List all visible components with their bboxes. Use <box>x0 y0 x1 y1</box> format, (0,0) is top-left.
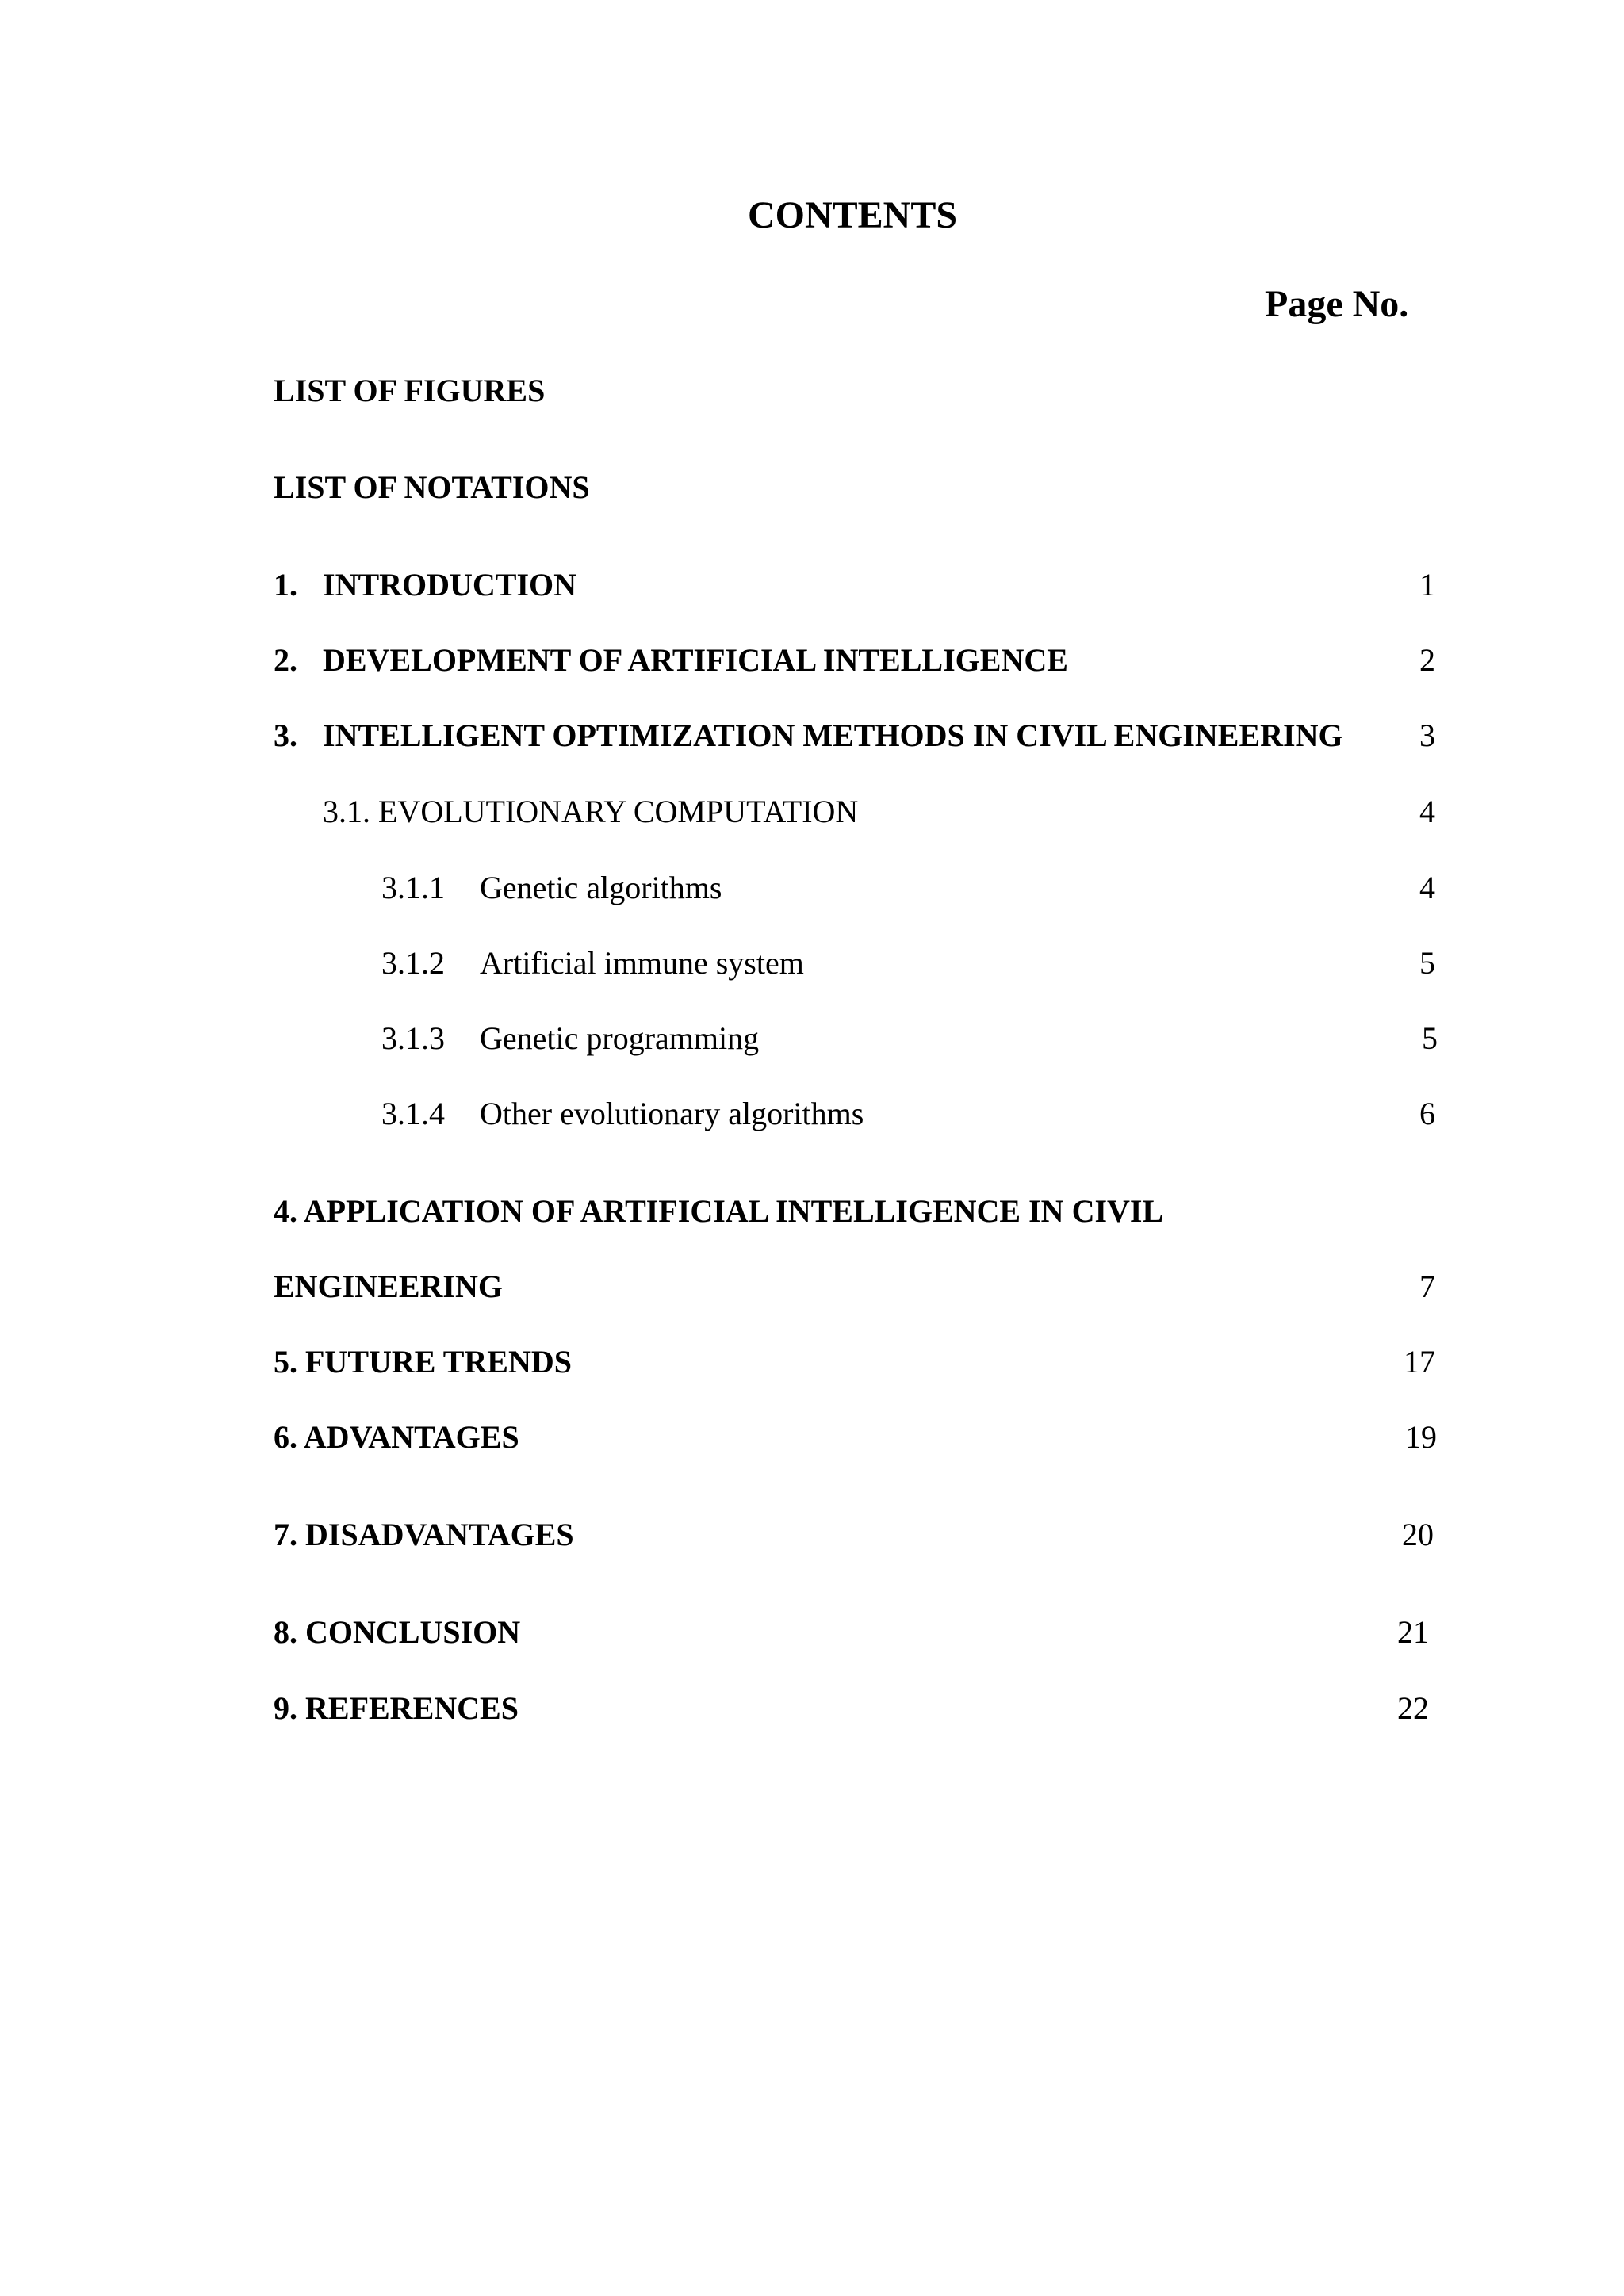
toc-entry-number: 3.1.4 <box>381 1096 445 1131</box>
toc-entry-application-line2: ENGINEERING <box>274 1269 503 1304</box>
toc-entry-page-number: 7 <box>1419 1269 1435 1304</box>
toc-entry-number: 3.1.3 <box>381 1020 445 1056</box>
toc-entry-number: 3.1.2 <box>381 945 445 981</box>
toc-entry-disadvantages: 7. DISADVANTAGES <box>274 1517 574 1552</box>
toc-entry-page-number: 20 <box>1402 1517 1434 1552</box>
toc-entry-page-number: 22 <box>1397 1690 1429 1726</box>
toc-entry-page-number: 1 <box>1419 567 1435 603</box>
toc-entry-page-number: 19 <box>1405 1419 1437 1455</box>
page-number-column-header: Page No. <box>1265 283 1409 325</box>
toc-entry-page-number: 3 <box>1419 718 1435 753</box>
toc-list-of-figures: LIST OF FIGURES <box>274 373 546 408</box>
toc-entry-application-line1: 4. APPLICATION OF ARTIFICIAL INTELLIGENCE IN CIVIL <box>274 1193 1164 1229</box>
toc-entry-introduction <box>274 565 576 605</box>
toc-entry-number: 1. <box>274 567 297 603</box>
toc-entry-page-number: 5 <box>1422 1020 1438 1056</box>
toc-entry-number: 3.1.1 <box>381 870 445 905</box>
toc-entry-page-number: 4 <box>1419 794 1435 829</box>
toc-entry-evolutionary-computation: 3.1. EVOLUTIONARY COMPUTATION <box>323 794 859 829</box>
toc-entry-advantages: 6. ADVANTAGES <box>274 1419 519 1455</box>
toc-entry-number: 3. <box>274 718 297 753</box>
toc-entry-label: Genetic algorithms <box>480 870 722 905</box>
page-title: CONTENTS <box>747 194 958 236</box>
toc-entry-page-number: 4 <box>1419 870 1435 905</box>
toc-entry-number: 2. <box>274 642 297 678</box>
toc-entry-page-number: 17 <box>1404 1344 1435 1380</box>
toc-entry-label: INTELLIGENT OPTIMIZATION METHODS IN CIVIL ENGINEERING <box>323 718 1343 753</box>
toc-entry-label: DEVELOPMENT OF ARTIFICIAL INTELLIGENCE <box>323 642 1068 678</box>
toc-entry-genetic-algorithms <box>381 868 722 908</box>
toc-entry-conclusion: 8. CONCLUSION <box>274 1614 521 1650</box>
toc-entry-label: Other evolutionary algorithms <box>480 1096 864 1131</box>
toc-entry-future-trends: 5. FUTURE TRENDS <box>274 1344 572 1380</box>
toc-entry-other-evolutionary-algorithms <box>381 1094 864 1134</box>
toc-entry-label: Artificial immune system <box>480 945 804 981</box>
toc-entry-page-number: 21 <box>1397 1614 1429 1650</box>
toc-entry-page-number: 5 <box>1419 945 1435 981</box>
toc-entry-genetic-programming <box>381 1019 759 1058</box>
toc-entry-page-number: 6 <box>1419 1096 1435 1131</box>
toc-entry-label: Genetic programming <box>480 1020 760 1056</box>
toc-entry-label: INTRODUCTION <box>323 567 577 603</box>
toc-entry-page-number: 2 <box>1419 642 1435 678</box>
toc-entry-artificial-immune-system <box>381 943 804 983</box>
toc-entry-intelligent-optimization <box>274 716 1343 756</box>
toc-list-of-notations: LIST OF NOTATIONS <box>274 469 590 505</box>
toc-entry-references: 9. REFERENCES <box>274 1690 519 1726</box>
toc-entry-development <box>274 641 1068 680</box>
